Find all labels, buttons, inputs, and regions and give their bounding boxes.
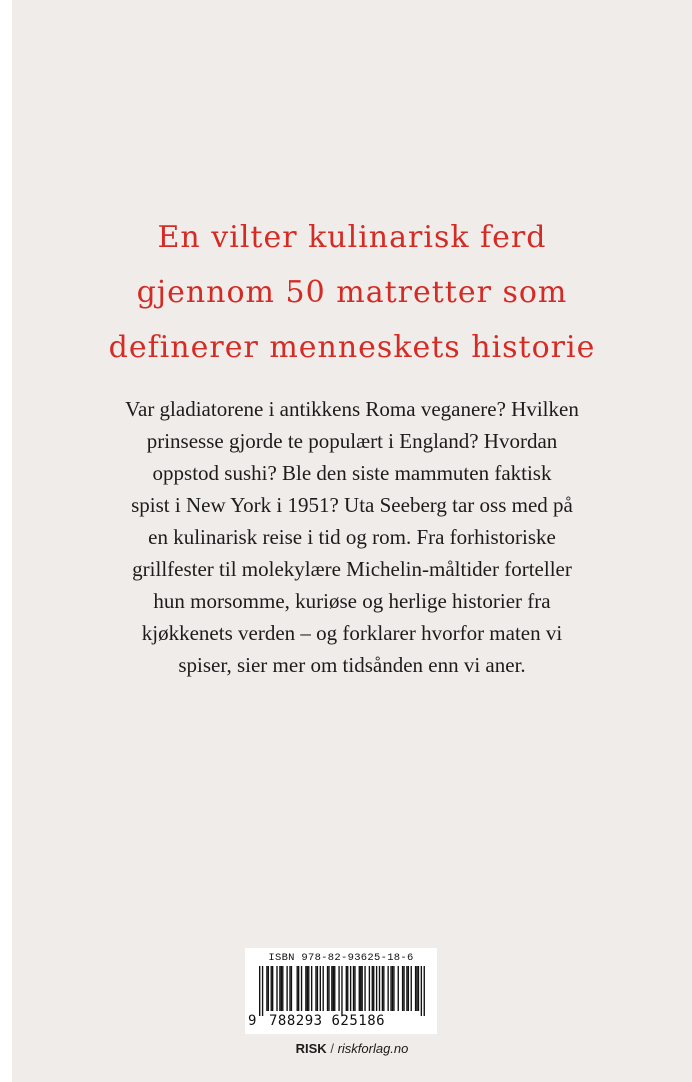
publisher-line bbox=[12, 1041, 692, 1056]
publisher-separator: / bbox=[330, 1041, 334, 1056]
blurb-line: spist i New York i 1951? Uta Seeberg tar oss med på bbox=[131, 493, 573, 517]
barcode-bar bbox=[406, 966, 407, 1011]
barcode-bar bbox=[403, 966, 404, 1011]
blurb-line: prinsesse gjorde te populært i England? Hvordan bbox=[146, 429, 558, 453]
barcode-bar bbox=[361, 966, 362, 1011]
barcode-bar bbox=[297, 966, 298, 1011]
blurb-line: oppstod sushi? Ble den siste mammuten faktisk bbox=[152, 461, 552, 485]
isbn-label: ISBN 978-82-93625-18-6 bbox=[268, 952, 414, 964]
barcode-bar bbox=[402, 966, 403, 1011]
blurb-line: hun morsomme, kuriøse og herlige historier fra bbox=[153, 589, 551, 613]
isbn-digit-groups: 788293 625186 bbox=[269, 1013, 386, 1029]
barcode-bar bbox=[338, 966, 339, 1011]
barcode-bar bbox=[383, 966, 384, 1011]
barcode-bar bbox=[418, 966, 419, 1011]
barcode-bar bbox=[323, 966, 324, 1011]
headline-line: En vilter kulinarisk ferd bbox=[157, 220, 547, 255]
barcode-bar bbox=[393, 966, 394, 1011]
barcode-bar bbox=[387, 966, 388, 1011]
headline bbox=[12, 210, 692, 375]
barcode-bar bbox=[331, 966, 332, 1011]
barcode-bar bbox=[359, 966, 360, 1011]
publisher-url: riskforlag.no bbox=[337, 1041, 409, 1056]
barcode-bar bbox=[398, 966, 399, 1011]
barcode-bar bbox=[286, 966, 287, 1011]
barcode-bar bbox=[308, 966, 309, 1011]
blurb-line: Var gladiatorene i antikkens Roma veganere? Hvilken bbox=[125, 397, 579, 421]
barcode-bar bbox=[276, 966, 277, 1011]
barcode-bar bbox=[307, 966, 308, 1011]
barcode-bar bbox=[291, 966, 292, 1011]
barcode-bar bbox=[289, 966, 290, 1011]
barcode-bar bbox=[271, 966, 272, 1011]
barcode-bar bbox=[298, 966, 299, 1011]
blurb-line: kjøkkenets verden – og forklarer hvorfor maten vi bbox=[141, 621, 563, 645]
headline-line: definerer menneskets historie bbox=[108, 330, 596, 365]
barcode-bar bbox=[346, 966, 347, 1011]
barcode-bar bbox=[315, 966, 316, 1011]
barcode-icon bbox=[259, 966, 425, 1016]
barcode-bar bbox=[350, 966, 351, 1011]
barcode-bar bbox=[281, 966, 282, 1011]
barcode-bar bbox=[411, 966, 412, 1011]
barcode-bar bbox=[364, 966, 365, 1011]
blurb-line: spiser, sier mer om tidsånden enn vi aner. bbox=[178, 653, 526, 677]
blurb-line: grillfester til molekylære Michelin-måltider forteller bbox=[132, 557, 572, 581]
barcode-bar bbox=[421, 966, 422, 1016]
barcode-bar bbox=[379, 966, 380, 1011]
barcode-bar bbox=[282, 966, 283, 1011]
barcode-bar bbox=[372, 966, 373, 1011]
barcode-bar bbox=[328, 966, 329, 1011]
barcode-bar bbox=[272, 966, 273, 1011]
barcode-bar bbox=[354, 966, 355, 1011]
barcode-bar bbox=[424, 966, 425, 1016]
barcode-bar bbox=[416, 966, 417, 1011]
barcode-bar bbox=[266, 966, 267, 1011]
isbn-barcode bbox=[245, 948, 437, 1034]
barcode-bar bbox=[334, 966, 335, 1011]
barcode-bar bbox=[301, 966, 302, 1011]
isbn-first-digit: 9 bbox=[248, 1013, 257, 1029]
headline-line: gjennom 50 matretter som bbox=[136, 275, 568, 310]
barcode-bar bbox=[341, 966, 342, 1016]
barcode-bar bbox=[268, 966, 269, 1011]
publisher-name: RISK bbox=[295, 1041, 327, 1056]
barcode-bar bbox=[333, 966, 334, 1011]
blurb-text bbox=[12, 393, 692, 681]
barcode-bar bbox=[415, 966, 416, 1011]
barcode-bar bbox=[327, 966, 328, 1011]
barcode-bar bbox=[373, 966, 374, 1011]
barcode-bar bbox=[317, 966, 318, 1011]
blurb-line: en kulinarisk reise i tid og rom. Fra forhistoriske bbox=[148, 525, 556, 549]
barcode-bar bbox=[353, 966, 354, 1011]
barcode-bar bbox=[311, 966, 312, 1011]
barcode-bar bbox=[259, 966, 260, 1016]
barcode-bar bbox=[262, 966, 263, 1016]
barcode-bar bbox=[320, 966, 321, 1011]
barcode-bar bbox=[392, 966, 393, 1011]
barcode-bar bbox=[376, 966, 377, 1011]
barcode-bar bbox=[390, 966, 391, 1011]
barcode-bar bbox=[369, 966, 370, 1011]
barcode-bar bbox=[408, 966, 409, 1011]
barcode-bar bbox=[360, 966, 361, 1011]
barcode-bar bbox=[347, 966, 348, 1011]
barcode-bar bbox=[279, 966, 280, 1011]
barcode-bar bbox=[305, 966, 306, 1011]
barcode-bar bbox=[382, 966, 383, 1011]
